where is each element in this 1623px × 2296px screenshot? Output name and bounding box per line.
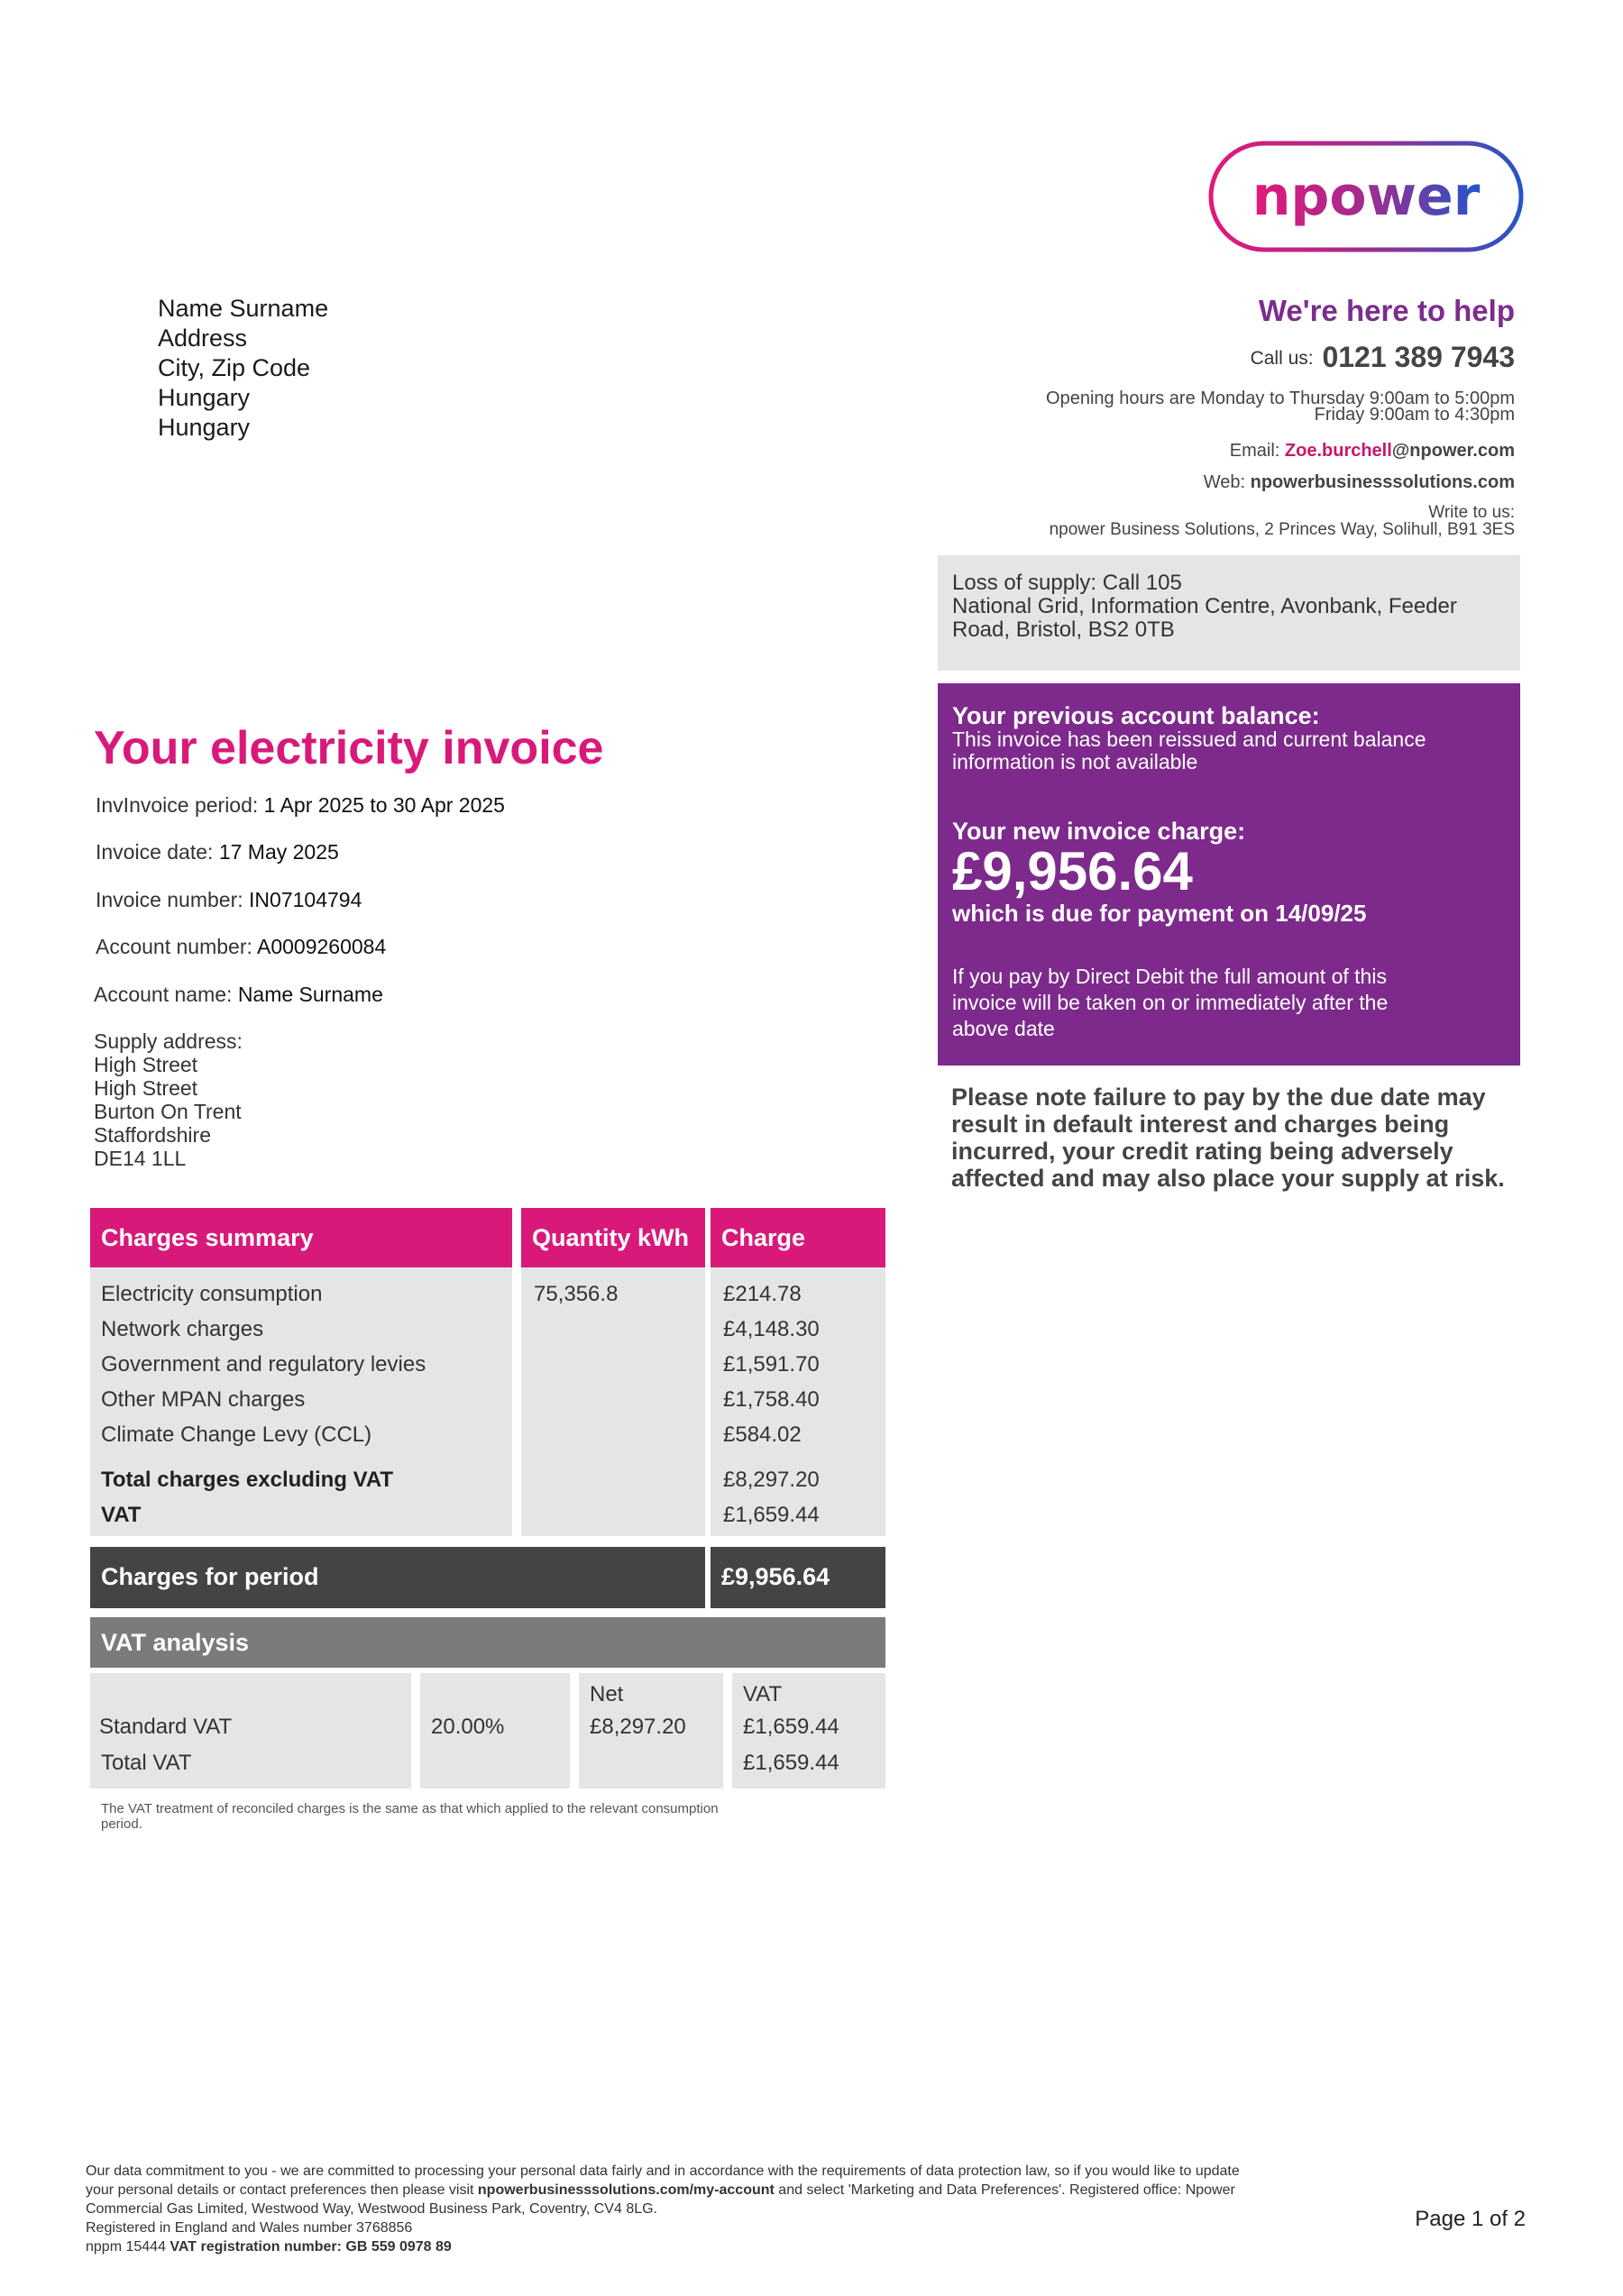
- direct-debit-note: invoice will be taken on or immediately after the: [952, 991, 1389, 1014]
- vat-rate-column: [420, 1673, 570, 1788]
- charge-header: Charge: [711, 1208, 885, 1267]
- vat-label: VAT: [101, 1503, 142, 1527]
- charges-for-period-label: Charges for period: [90, 1547, 521, 1608]
- total-excl-vat-label: Total charges excluding VAT: [101, 1468, 394, 1492]
- supply-line: High Street: [94, 1076, 198, 1100]
- payment-warning: Please note failure to pay by the due date may result in default interest and charges being incurred, your credit rating being adversely affected and may also place your supply at risk.: [951, 1084, 1505, 1192]
- net-value: £8,297.20: [590, 1715, 686, 1739]
- page-number: Page 1 of 2: [1415, 2207, 1526, 2231]
- vat-value: £1,659.44: [723, 1503, 820, 1527]
- charge-row-label: Climate Change Levy (CCL): [101, 1422, 372, 1447]
- previous-balance-text: This invoice has been reissued and current balance: [952, 727, 1426, 751]
- invoice-date: Invoice date: 17 May 2025: [96, 840, 339, 864]
- invoice-number: Invoice number: IN07104794: [96, 888, 362, 911]
- total-vat-label: Total VAT: [101, 1751, 192, 1775]
- charge-row-value: £1,591.70: [723, 1352, 820, 1377]
- net-header: Net: [590, 1682, 624, 1706]
- due-date: which is due for payment on 14/09/25: [952, 900, 1367, 927]
- charge-row-value: £214.78: [723, 1282, 802, 1306]
- loss-of-supply-box: [938, 555, 1520, 671]
- charge-row-label: Government and regulatory levies: [101, 1352, 426, 1377]
- supply-label: Supply address:: [94, 1029, 243, 1053]
- quantity-column: [521, 1267, 705, 1536]
- charges-for-period-value: £9,956.64: [711, 1547, 885, 1608]
- charge-column: [711, 1267, 885, 1536]
- my-account-link[interactable]: npowerbusinesssolutions.com/my-account: [477, 2182, 775, 2198]
- write-address: npower Business Solutions, 2 Princes Way, Solihull, B91 3ES: [1049, 520, 1515, 539]
- standard-vat-value: £1,659.44: [743, 1715, 839, 1739]
- vat-net-column: [579, 1673, 723, 1788]
- recipient-address: [158, 294, 328, 443]
- loss-line: National Grid, Information Centre, Avonbank, Feeder: [952, 594, 1457, 618]
- charge-row-label: Other MPAN charges: [101, 1387, 306, 1412]
- quantity-header: Quantity kWh: [521, 1208, 705, 1267]
- new-charge-title: Your new invoice charge:: [952, 818, 1246, 845]
- total-vat-value: £1,659.44: [743, 1751, 839, 1775]
- recipient-line: Hungary: [158, 414, 251, 441]
- svg-text:npower: npower: [1252, 165, 1481, 228]
- vat-note: The VAT treatment of reconciled charges is the same as that which applied to the relevant consumption period.: [101, 1801, 719, 1832]
- charge-row-value: £1,758.40: [723, 1387, 820, 1412]
- email-link[interactable]: Zoe.burchell@npower.com: [1284, 441, 1515, 461]
- email-label: Email:: [1229, 441, 1280, 461]
- charges-labels-column: [90, 1267, 512, 1536]
- supply-address: [94, 1029, 243, 1170]
- direct-debit-note: above date: [952, 1017, 1055, 1040]
- charge-row-label: Electricity consumption: [101, 1282, 323, 1306]
- vat-value-column: [732, 1673, 885, 1788]
- npower-logo: [1208, 141, 1524, 252]
- help-title: We're here to help: [1258, 294, 1515, 327]
- direct-debit-note: If you pay by Direct Debit the full amount of this: [952, 965, 1387, 988]
- vat-rate: 20.00%: [431, 1715, 505, 1739]
- email-row: [1046, 441, 1515, 462]
- supply-line: Burton On Trent: [94, 1100, 242, 1123]
- balance-box: [938, 683, 1520, 1066]
- charges-for-period-empty: [521, 1547, 705, 1608]
- recipient-line: City, Zip Code: [158, 354, 311, 381]
- web-row: [1046, 472, 1515, 493]
- account-name: Account name: Name Surname: [94, 983, 383, 1006]
- help-block: [1046, 294, 1515, 538]
- web-label: Web:: [1203, 472, 1246, 492]
- standard-vat-label: Standard VAT: [99, 1715, 233, 1739]
- vat-header: VAT: [743, 1682, 783, 1706]
- charge-row-value: £584.02: [723, 1422, 802, 1447]
- recipient-line: Hungary: [158, 384, 251, 411]
- previous-balance-text: information is not available: [952, 750, 1198, 773]
- footer-text: Our data commitment to you - we are committed to processing your personal data fairly and in accordance with the requirements of data protection law, so if you would like to update your personal details or contact preferences then please visit npowerbusinesssolutions.com/my-account and select 'Marketing and Data Preferences'. Registered office: Npower Commercial Gas Limited, Westwood Way, Westwood Business Park, Coventry, CV4 8LG. Registered in England and Wales number 3768856 nppm 15444 VAT registration number: GB 559 0978 89: [86, 2163, 1240, 2255]
- hours-line: Friday 9:00am to 4:30pm: [1314, 405, 1515, 425]
- vat-label-column: [90, 1673, 411, 1788]
- charge-row-qty: 75,356.8: [534, 1282, 619, 1306]
- call-label: Call us:: [1250, 348, 1314, 369]
- call-number[interactable]: 0121 389 7943: [1322, 341, 1515, 373]
- recipient-line: Address: [158, 325, 248, 352]
- supply-line: High Street: [94, 1053, 198, 1076]
- total-excl-vat-value: £8,297.20: [723, 1468, 820, 1492]
- supply-line: DE14 1LL: [94, 1147, 187, 1170]
- charge-row-label: Network charges: [101, 1317, 264, 1341]
- loss-line: Loss of supply: Call 105: [952, 571, 1182, 595]
- charges-summary-header: Charges summary: [90, 1208, 512, 1267]
- new-charge-amount: £9,956.64: [952, 841, 1193, 901]
- hours-line: Opening hours are Monday to Thursday 9:00am to 5:00pm: [1046, 389, 1515, 408]
- opening-hours: [1046, 390, 1515, 423]
- write-to-us: [1046, 504, 1515, 538]
- write-label: Write to us:: [1428, 503, 1515, 522]
- supply-line: Staffordshire: [94, 1123, 211, 1147]
- vat-analysis-header: VAT analysis: [90, 1617, 885, 1668]
- previous-balance-title: Your previous account balance:: [952, 702, 1320, 729]
- account-number: Account number: A0009260084: [96, 935, 387, 958]
- loss-line: Road, Bristol, BS2 0TB: [952, 617, 1175, 642]
- invoice-period: InvInvoice period: 1 Apr 2025 to 30 Apr 2025: [96, 793, 505, 817]
- recipient-line: Name Surname: [158, 295, 329, 322]
- charge-row-value: £4,148.30: [723, 1317, 820, 1341]
- invoice-title: Your electricity invoice: [94, 722, 604, 774]
- web-link[interactable]: npowerbusinesssolutions.com: [1250, 472, 1515, 492]
- call-us: [1046, 341, 1515, 374]
